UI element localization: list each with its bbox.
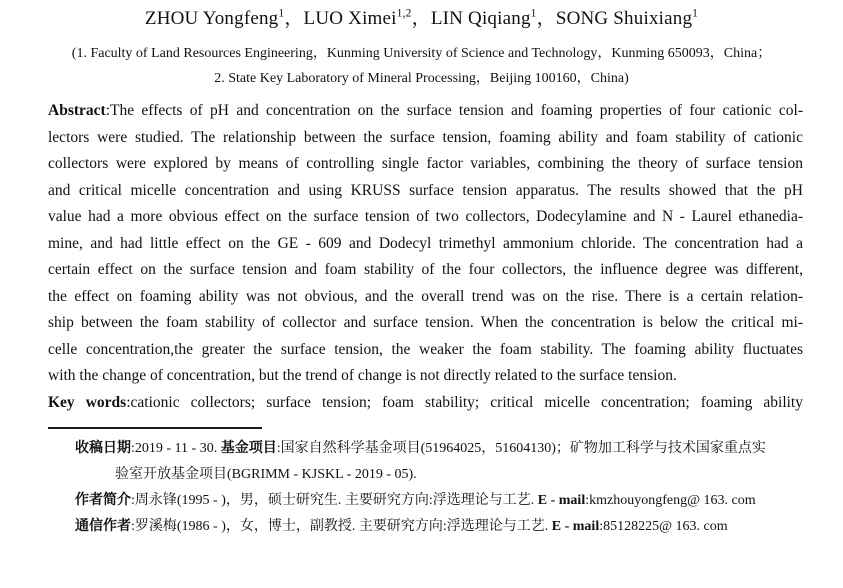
abstract-line-8: the effect on foaming ability was not obvious, and the overall trend was on the rise. There is a certain relation- xyxy=(48,287,803,305)
author-name-2-text: LUO Ximei xyxy=(303,8,397,29)
abstract-line-9: ship between the foam stability of collector and surface tension. When the concentration is below the critical mi- xyxy=(48,314,803,331)
author-4-superscript: 1 xyxy=(692,7,699,20)
author-bio-text: :周永锋(1995 - )，男，硕士研究生. 主要研究方向:浮选理论与工艺. xyxy=(131,493,538,508)
funding-label: 基金项目 xyxy=(220,441,277,456)
abstract-line-7: certain effect on the surface tension and foam stability of the four collectors, the influence degree was different, xyxy=(48,261,803,278)
author-email-label: E - mail xyxy=(537,493,586,508)
received-date-text: :2019 - 11 - 30. xyxy=(131,441,221,456)
keywords-text: :cationic collectors; surface tension; foam stability; critical micelle concentration; foaming ability xyxy=(126,393,803,411)
abstract-line-6: mine, and had little effect on the GE - 609 and Dodecyl trimethyl ammonium chloride. The concentration had a xyxy=(48,234,803,252)
author-1-superscript: 1 xyxy=(278,7,285,20)
affiliation-line-2: 2. State Key Laboratory of Mineral Processing，Beijing 100160，China) xyxy=(214,71,629,86)
author-separator: ， xyxy=(536,8,556,29)
abstract-section xyxy=(48,98,803,416)
abstract-line-5: value had a more obvious effect on the surface tension of two collectors, Dodecylamine and N - Laurel ethanedia- xyxy=(48,208,803,225)
author-2-superscript: 1,2 xyxy=(396,7,412,20)
corresponding-author-text: :罗溪梅(1986 - )，女，博士，副教授. 主要研究方向:浮选理论与工艺. xyxy=(131,519,552,534)
footnote-received-and-funding-line xyxy=(75,436,843,462)
author-name-1 xyxy=(145,8,284,29)
abstract-line-2: lectors were studied. The relationship between the surface tension, foaming ability and foam stability of cationic xyxy=(48,128,803,146)
received-date-label: 收稿日期 xyxy=(75,441,131,456)
authors-line xyxy=(0,0,843,32)
author-email-text: :kmzhouyongfeng@ 163. com xyxy=(585,493,756,508)
keywords-label: Key words xyxy=(48,393,127,411)
author-name-3-text: LIN Qiqiang xyxy=(430,8,531,29)
author-name-4 xyxy=(556,8,698,29)
abstract-line-4: and critical micelle concentration and using KRUSS surface tension apparatus. The results showed that the pH xyxy=(48,181,803,199)
abstract-line-3: collectors were explored by means of controlling single factor variables, combining the theory of surface tension xyxy=(48,155,803,172)
author-separator: ， xyxy=(411,8,431,29)
author-name-4-text: SONG Shuixiang xyxy=(555,8,693,29)
abstract-line-1 xyxy=(48,98,803,125)
funding-text: :国家自然科学基金项目(51964025，51604130)；矿物加工科学与技术国家重点实 xyxy=(276,441,766,456)
keywords-line xyxy=(48,390,803,417)
footnote-author-bio-line xyxy=(75,488,843,514)
author-bio-label: 作者简介 xyxy=(75,493,131,508)
footnote-section xyxy=(75,436,843,540)
author-3-superscript: 1 xyxy=(530,7,537,20)
footnote-funding-continuation-line: 验室开放基金项目(BGRIMM - KJSKL - 2019 - 05). xyxy=(115,467,417,482)
abstract-line-10: celle concentration,the greater the surface tension, the weaker the foam stability. The foaming ability fluctuates xyxy=(48,340,803,358)
author-name-1-text: ZHOU Yongfeng xyxy=(144,8,279,29)
author-name-2 xyxy=(304,8,412,29)
corresponding-author-label: 通信作者 xyxy=(75,519,131,534)
affiliation-line-1: (1. Faculty of Land Resources Engineering，Kunming University of Science and Technology，Kunming 650093，China； xyxy=(71,46,772,61)
corresponding-email-text: :85128225@ 163. com xyxy=(599,519,728,534)
footnote-corresponding-author-line xyxy=(75,514,843,540)
abstract-label: Abstract xyxy=(48,102,106,119)
abstract-line-11: with the change of concentration, but the trend of change is not directly related to the surface tension. xyxy=(48,367,677,384)
abstract-line-1-text: :The effects of pH and concentration on the surface tension and foaming properties of four cationic col- xyxy=(105,102,803,119)
footnote-divider xyxy=(48,427,262,429)
author-name-3 xyxy=(431,8,537,29)
author-separator: ， xyxy=(284,8,304,29)
corresponding-email-label: E - mail xyxy=(551,519,600,534)
